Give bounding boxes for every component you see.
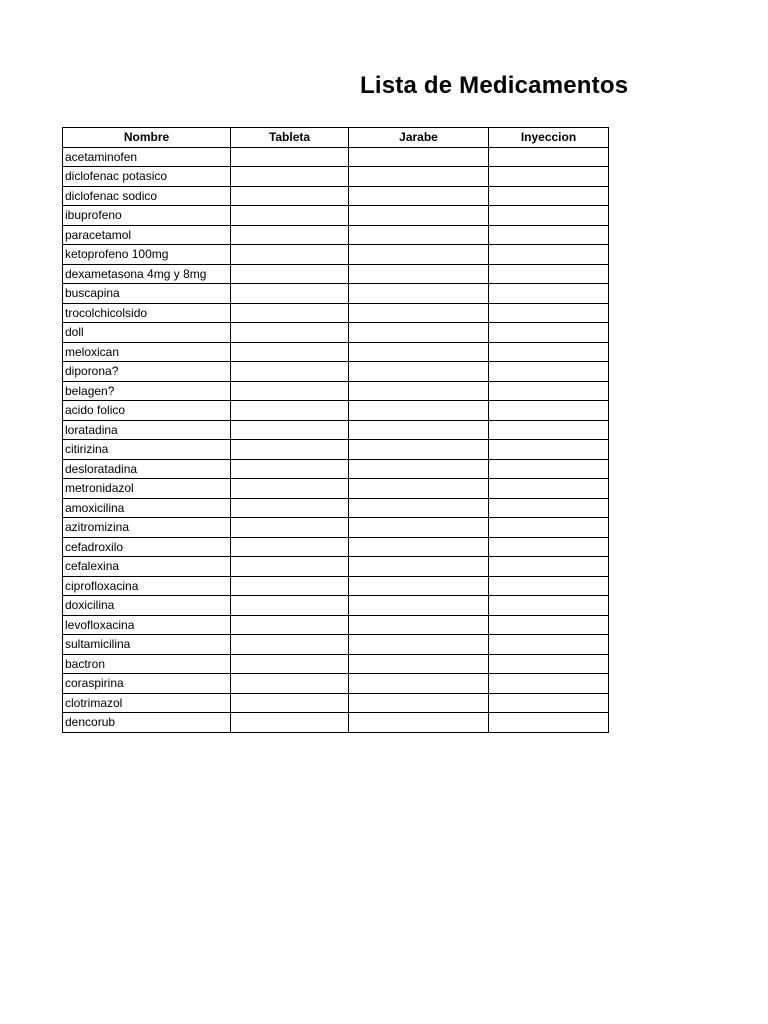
table-row <box>63 206 609 226</box>
jarabe-cell[interactable] <box>349 674 489 694</box>
medication-name-cell: desloratadina <box>63 459 231 479</box>
jarabe-cell[interactable] <box>349 342 489 362</box>
tableta-cell[interactable] <box>231 557 349 577</box>
jarabe-cell[interactable] <box>349 284 489 304</box>
table-row <box>63 381 609 401</box>
tableta-cell[interactable] <box>231 518 349 538</box>
table-row <box>63 362 609 382</box>
tableta-cell[interactable] <box>231 615 349 635</box>
inyeccion-cell[interactable] <box>489 264 609 284</box>
tableta-cell[interactable] <box>231 654 349 674</box>
inyeccion-cell[interactable] <box>489 459 609 479</box>
tableta-cell[interactable] <box>231 381 349 401</box>
inyeccion-cell[interactable] <box>489 615 609 635</box>
table-row <box>63 440 609 460</box>
medication-name-cell: acetaminofen <box>63 147 231 167</box>
medication-name-cell: coraspirina <box>63 674 231 694</box>
medication-name-cell: citirizina <box>63 440 231 460</box>
inyeccion-cell[interactable] <box>489 323 609 343</box>
header-tableta: Tableta <box>231 128 349 148</box>
table-row <box>63 167 609 187</box>
table-row <box>63 674 609 694</box>
table-row <box>63 479 609 499</box>
medication-name-cell: dencorub <box>63 713 231 733</box>
tableta-cell[interactable] <box>231 225 349 245</box>
tableta-cell[interactable] <box>231 284 349 304</box>
tableta-cell[interactable] <box>231 401 349 421</box>
tableta-cell[interactable] <box>231 245 349 265</box>
table-row <box>63 401 609 421</box>
table-row <box>63 557 609 577</box>
tableta-cell[interactable] <box>231 147 349 167</box>
jarabe-cell[interactable] <box>349 518 489 538</box>
jarabe-cell[interactable] <box>349 479 489 499</box>
tableta-cell[interactable] <box>231 498 349 518</box>
tableta-cell[interactable] <box>231 186 349 206</box>
table-row <box>63 323 609 343</box>
medication-name-cell: azitromizina <box>63 518 231 538</box>
inyeccion-cell[interactable] <box>489 479 609 499</box>
table-row <box>63 654 609 674</box>
inyeccion-cell[interactable] <box>489 381 609 401</box>
medication-name-cell: clotrimazol <box>63 693 231 713</box>
inyeccion-cell[interactable] <box>489 498 609 518</box>
table-row <box>63 459 609 479</box>
table-row <box>63 518 609 538</box>
table-row <box>63 576 609 596</box>
tableta-cell[interactable] <box>231 635 349 655</box>
jarabe-cell[interactable] <box>349 420 489 440</box>
medication-name-cell: meloxican <box>63 342 231 362</box>
jarabe-cell[interactable] <box>349 635 489 655</box>
jarabe-cell[interactable] <box>349 147 489 167</box>
tableta-cell[interactable] <box>231 440 349 460</box>
inyeccion-cell[interactable] <box>489 440 609 460</box>
tableta-cell[interactable] <box>231 362 349 382</box>
table-row <box>63 596 609 616</box>
tableta-cell[interactable] <box>231 674 349 694</box>
table-row <box>63 186 609 206</box>
tableta-cell[interactable] <box>231 167 349 187</box>
jarabe-cell[interactable] <box>349 245 489 265</box>
header-inyeccion: Inyeccion <box>489 128 609 148</box>
table-row <box>63 147 609 167</box>
inyeccion-cell[interactable] <box>489 362 609 382</box>
tableta-cell[interactable] <box>231 459 349 479</box>
inyeccion-cell[interactable] <box>489 693 609 713</box>
inyeccion-cell[interactable] <box>489 635 609 655</box>
medication-name-cell: acido folico <box>63 401 231 421</box>
table-row <box>63 225 609 245</box>
medication-name-cell: ketoprofeno 100mg <box>63 245 231 265</box>
medication-name-cell: cefalexina <box>63 557 231 577</box>
jarabe-cell[interactable] <box>349 615 489 635</box>
table-row <box>63 303 609 323</box>
jarabe-cell[interactable] <box>349 381 489 401</box>
medication-name-cell: bactron <box>63 654 231 674</box>
inyeccion-cell[interactable] <box>489 518 609 538</box>
header-nombre: Nombre <box>63 128 231 148</box>
medication-name-cell: doll <box>63 323 231 343</box>
table-row <box>63 284 609 304</box>
medication-name-cell: diclofenac potasico <box>63 167 231 187</box>
jarabe-cell[interactable] <box>349 206 489 226</box>
inyeccion-cell[interactable] <box>489 713 609 733</box>
inyeccion-cell[interactable] <box>489 186 609 206</box>
tableta-cell[interactable] <box>231 264 349 284</box>
jarabe-cell[interactable] <box>349 225 489 245</box>
table-header-row <box>63 128 609 148</box>
tableta-cell[interactable] <box>231 537 349 557</box>
jarabe-cell[interactable] <box>349 362 489 382</box>
tableta-cell[interactable] <box>231 206 349 226</box>
inyeccion-cell[interactable] <box>489 596 609 616</box>
jarabe-cell[interactable] <box>349 654 489 674</box>
inyeccion-cell[interactable] <box>489 654 609 674</box>
medication-name-cell: ibuprofeno <box>63 206 231 226</box>
inyeccion-cell[interactable] <box>489 225 609 245</box>
tableta-cell[interactable] <box>231 420 349 440</box>
inyeccion-cell[interactable] <box>489 674 609 694</box>
medication-name-cell: diporona? <box>63 362 231 382</box>
medication-name-cell: diclofenac sodico <box>63 186 231 206</box>
jarabe-cell[interactable] <box>349 167 489 187</box>
inyeccion-cell[interactable] <box>489 147 609 167</box>
jarabe-cell[interactable] <box>349 498 489 518</box>
inyeccion-cell[interactable] <box>489 576 609 596</box>
medication-name-cell: trocolchicolsido <box>63 303 231 323</box>
jarabe-cell[interactable] <box>349 440 489 460</box>
inyeccion-cell[interactable] <box>489 206 609 226</box>
header-jarabe: Jarabe <box>349 128 489 148</box>
tableta-cell[interactable] <box>231 303 349 323</box>
medication-name-cell: sultamicilina <box>63 635 231 655</box>
table-row <box>63 264 609 284</box>
tableta-cell[interactable] <box>231 693 349 713</box>
inyeccion-cell[interactable] <box>489 303 609 323</box>
medication-name-cell: buscapina <box>63 284 231 304</box>
medication-name-cell: doxicilina <box>63 596 231 616</box>
jarabe-cell[interactable] <box>349 186 489 206</box>
medication-name-cell: metronidazol <box>63 479 231 499</box>
jarabe-cell[interactable] <box>349 323 489 343</box>
medication-name-cell: cefadroxilo <box>63 537 231 557</box>
medication-name-cell: levofloxacina <box>63 615 231 635</box>
inyeccion-cell[interactable] <box>489 401 609 421</box>
jarabe-cell[interactable] <box>349 303 489 323</box>
jarabe-cell[interactable] <box>349 596 489 616</box>
jarabe-cell[interactable] <box>349 537 489 557</box>
jarabe-cell[interactable] <box>349 264 489 284</box>
medication-name-cell: ciprofloxacina <box>63 576 231 596</box>
tableta-cell[interactable] <box>231 323 349 343</box>
inyeccion-cell[interactable] <box>489 537 609 557</box>
table-row <box>63 713 609 733</box>
jarabe-cell[interactable] <box>349 557 489 577</box>
tableta-cell[interactable] <box>231 342 349 362</box>
tableta-cell[interactable] <box>231 713 349 733</box>
table-row <box>63 537 609 557</box>
table-row <box>63 635 609 655</box>
jarabe-cell[interactable] <box>349 459 489 479</box>
inyeccion-cell[interactable] <box>489 420 609 440</box>
tableta-cell[interactable] <box>231 479 349 499</box>
tableta-cell[interactable] <box>231 576 349 596</box>
jarabe-cell[interactable] <box>349 401 489 421</box>
table-row <box>63 245 609 265</box>
table-row <box>63 693 609 713</box>
medication-table <box>62 127 609 733</box>
inyeccion-cell[interactable] <box>489 557 609 577</box>
table-row <box>63 615 609 635</box>
page-title: Lista de Medicamentos <box>360 72 629 99</box>
medication-name-cell: belagen? <box>63 381 231 401</box>
inyeccion-cell[interactable] <box>489 342 609 362</box>
table-body <box>63 147 609 732</box>
jarabe-cell[interactable] <box>349 713 489 733</box>
medication-name-cell: paracetamol <box>63 225 231 245</box>
jarabe-cell[interactable] <box>349 576 489 596</box>
table-row <box>63 342 609 362</box>
medication-name-cell: loratadina <box>63 420 231 440</box>
jarabe-cell[interactable] <box>349 693 489 713</box>
tableta-cell[interactable] <box>231 596 349 616</box>
medication-name-cell: amoxicilina <box>63 498 231 518</box>
table-row <box>63 498 609 518</box>
inyeccion-cell[interactable] <box>489 167 609 187</box>
inyeccion-cell[interactable] <box>489 284 609 304</box>
medication-name-cell: dexametasona 4mg y 8mg <box>63 264 231 284</box>
inyeccion-cell[interactable] <box>489 245 609 265</box>
table-row <box>63 420 609 440</box>
